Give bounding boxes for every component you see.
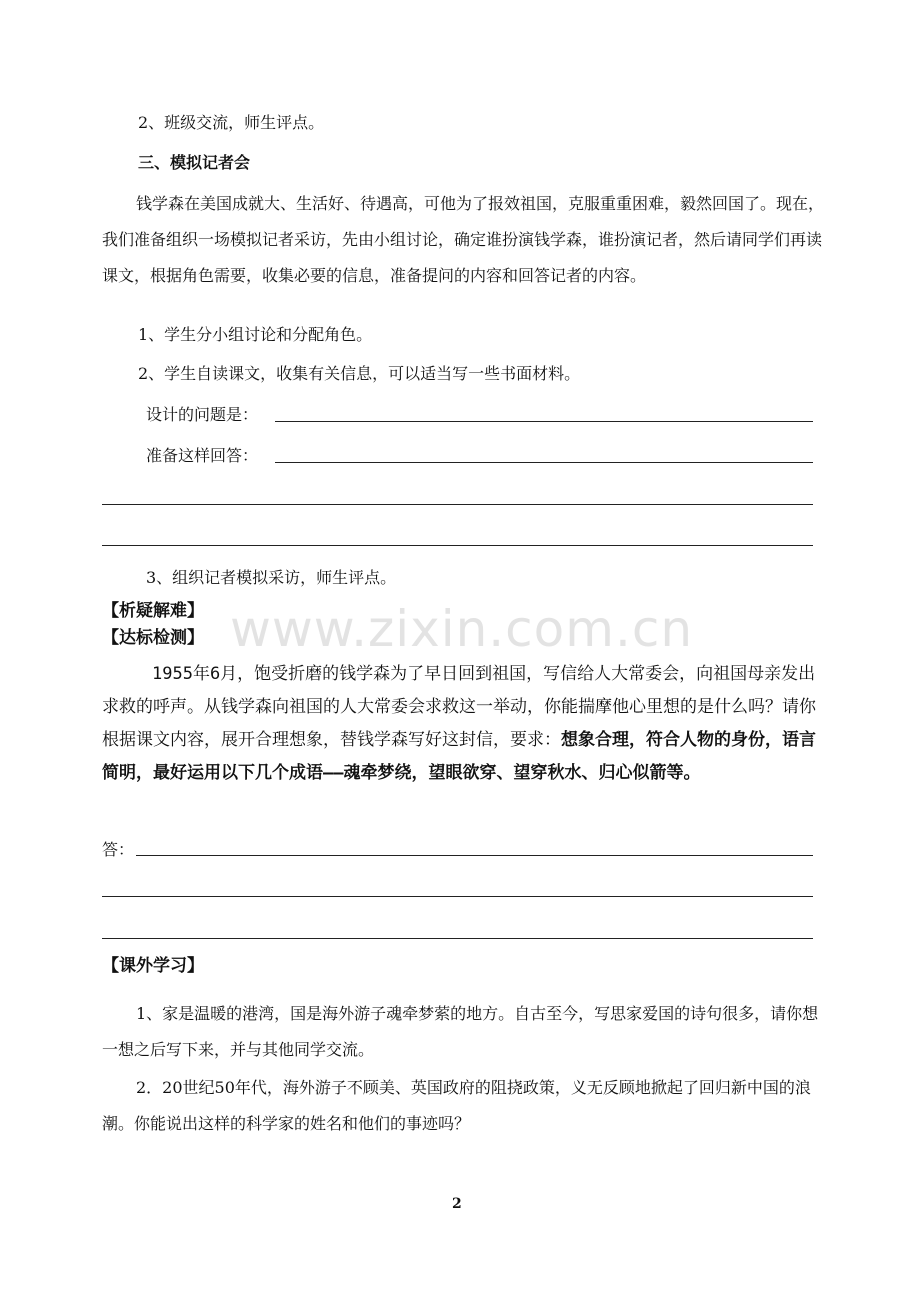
extra-item-1: 1、家是温暖的港湾，国是海外游子魂牵梦萦的地方。自古至今，写思家爱国的诗句很多，请你想一想之后写下来，并与其他同学交流。: [102, 1004, 819, 1059]
test-prompt: [102, 658, 827, 790]
section3-step2: 2、学生自读课文，收集有关信息，可以适当写一些书面材料。: [138, 364, 581, 383]
test-prompt-text: 1955年6月，饱受折磨的钱学森为了早日回到祖国，写信给人大常委会，向祖国母亲发出求救的呼声。从钱学森向祖国的人大常委会求救这一举动，你能揣摩他心里想的是什么吗？请你根据课文内容，展开合理想象，替钱学森写好这封信，要求：: [102, 664, 816, 750]
answer-prep-line-3[interactable]: [102, 545, 813, 546]
question-answer-line[interactable]: [275, 421, 813, 422]
section2-step2: 2、班级交流，师生评点。: [138, 113, 325, 132]
test-requirements: 想象合理，符合人物的身份，语言简明，最好运用以下几个成语——魂牵梦绕，望眼欲穿、望穿秋水、归心似箭等。: [102, 730, 816, 783]
analysis-heading: 【析疑解难】: [102, 601, 204, 621]
question-label: 设计的问题是：: [146, 405, 259, 424]
extra-heading: 【课外学习】: [102, 956, 204, 976]
test-answer-label: 答：: [102, 840, 135, 859]
test-heading: 【达标检测】: [102, 628, 204, 648]
test-answer-line-2[interactable]: [102, 896, 813, 897]
answer-prep-label: 准备这样回答：: [146, 446, 259, 465]
answer-prep-line[interactable]: [275, 462, 813, 463]
section3-step1: 1、学生分小组讨论和分配角色。: [138, 325, 373, 344]
section3-title: 三、模拟记者会: [138, 153, 251, 172]
extra-item-2: 2．20世纪50年代，海外游子不顾美、英国政府的阻挠政策，义无反顾地掀起了回归新中国的浪潮。你能说出这样的科学家的姓名和他们的事迹吗？: [102, 1078, 811, 1133]
test-answer-line[interactable]: [136, 855, 813, 856]
watermark: www.zixin.com.cn: [230, 600, 694, 658]
answer-prep-line-2[interactable]: [102, 504, 813, 505]
page-number: 2: [452, 1196, 462, 1212]
test-answer-line-3[interactable]: [102, 938, 813, 939]
section3-intro: 钱学森在美国成就大、生活好、待遇高，可他为了报效祖国，克服重重困难，毅然回国了。现在，我们准备组织一场模拟记者采访，先由小组讨论，确定谁扮演钱学森，谁扮演记者，然后请同学们再读课文，根据角色需要，收集必要的信息，准备提问的内容和回答记者的内容。: [102, 194, 825, 285]
section3-step3: 3、组织记者模拟采访，师生评点。: [146, 568, 397, 587]
